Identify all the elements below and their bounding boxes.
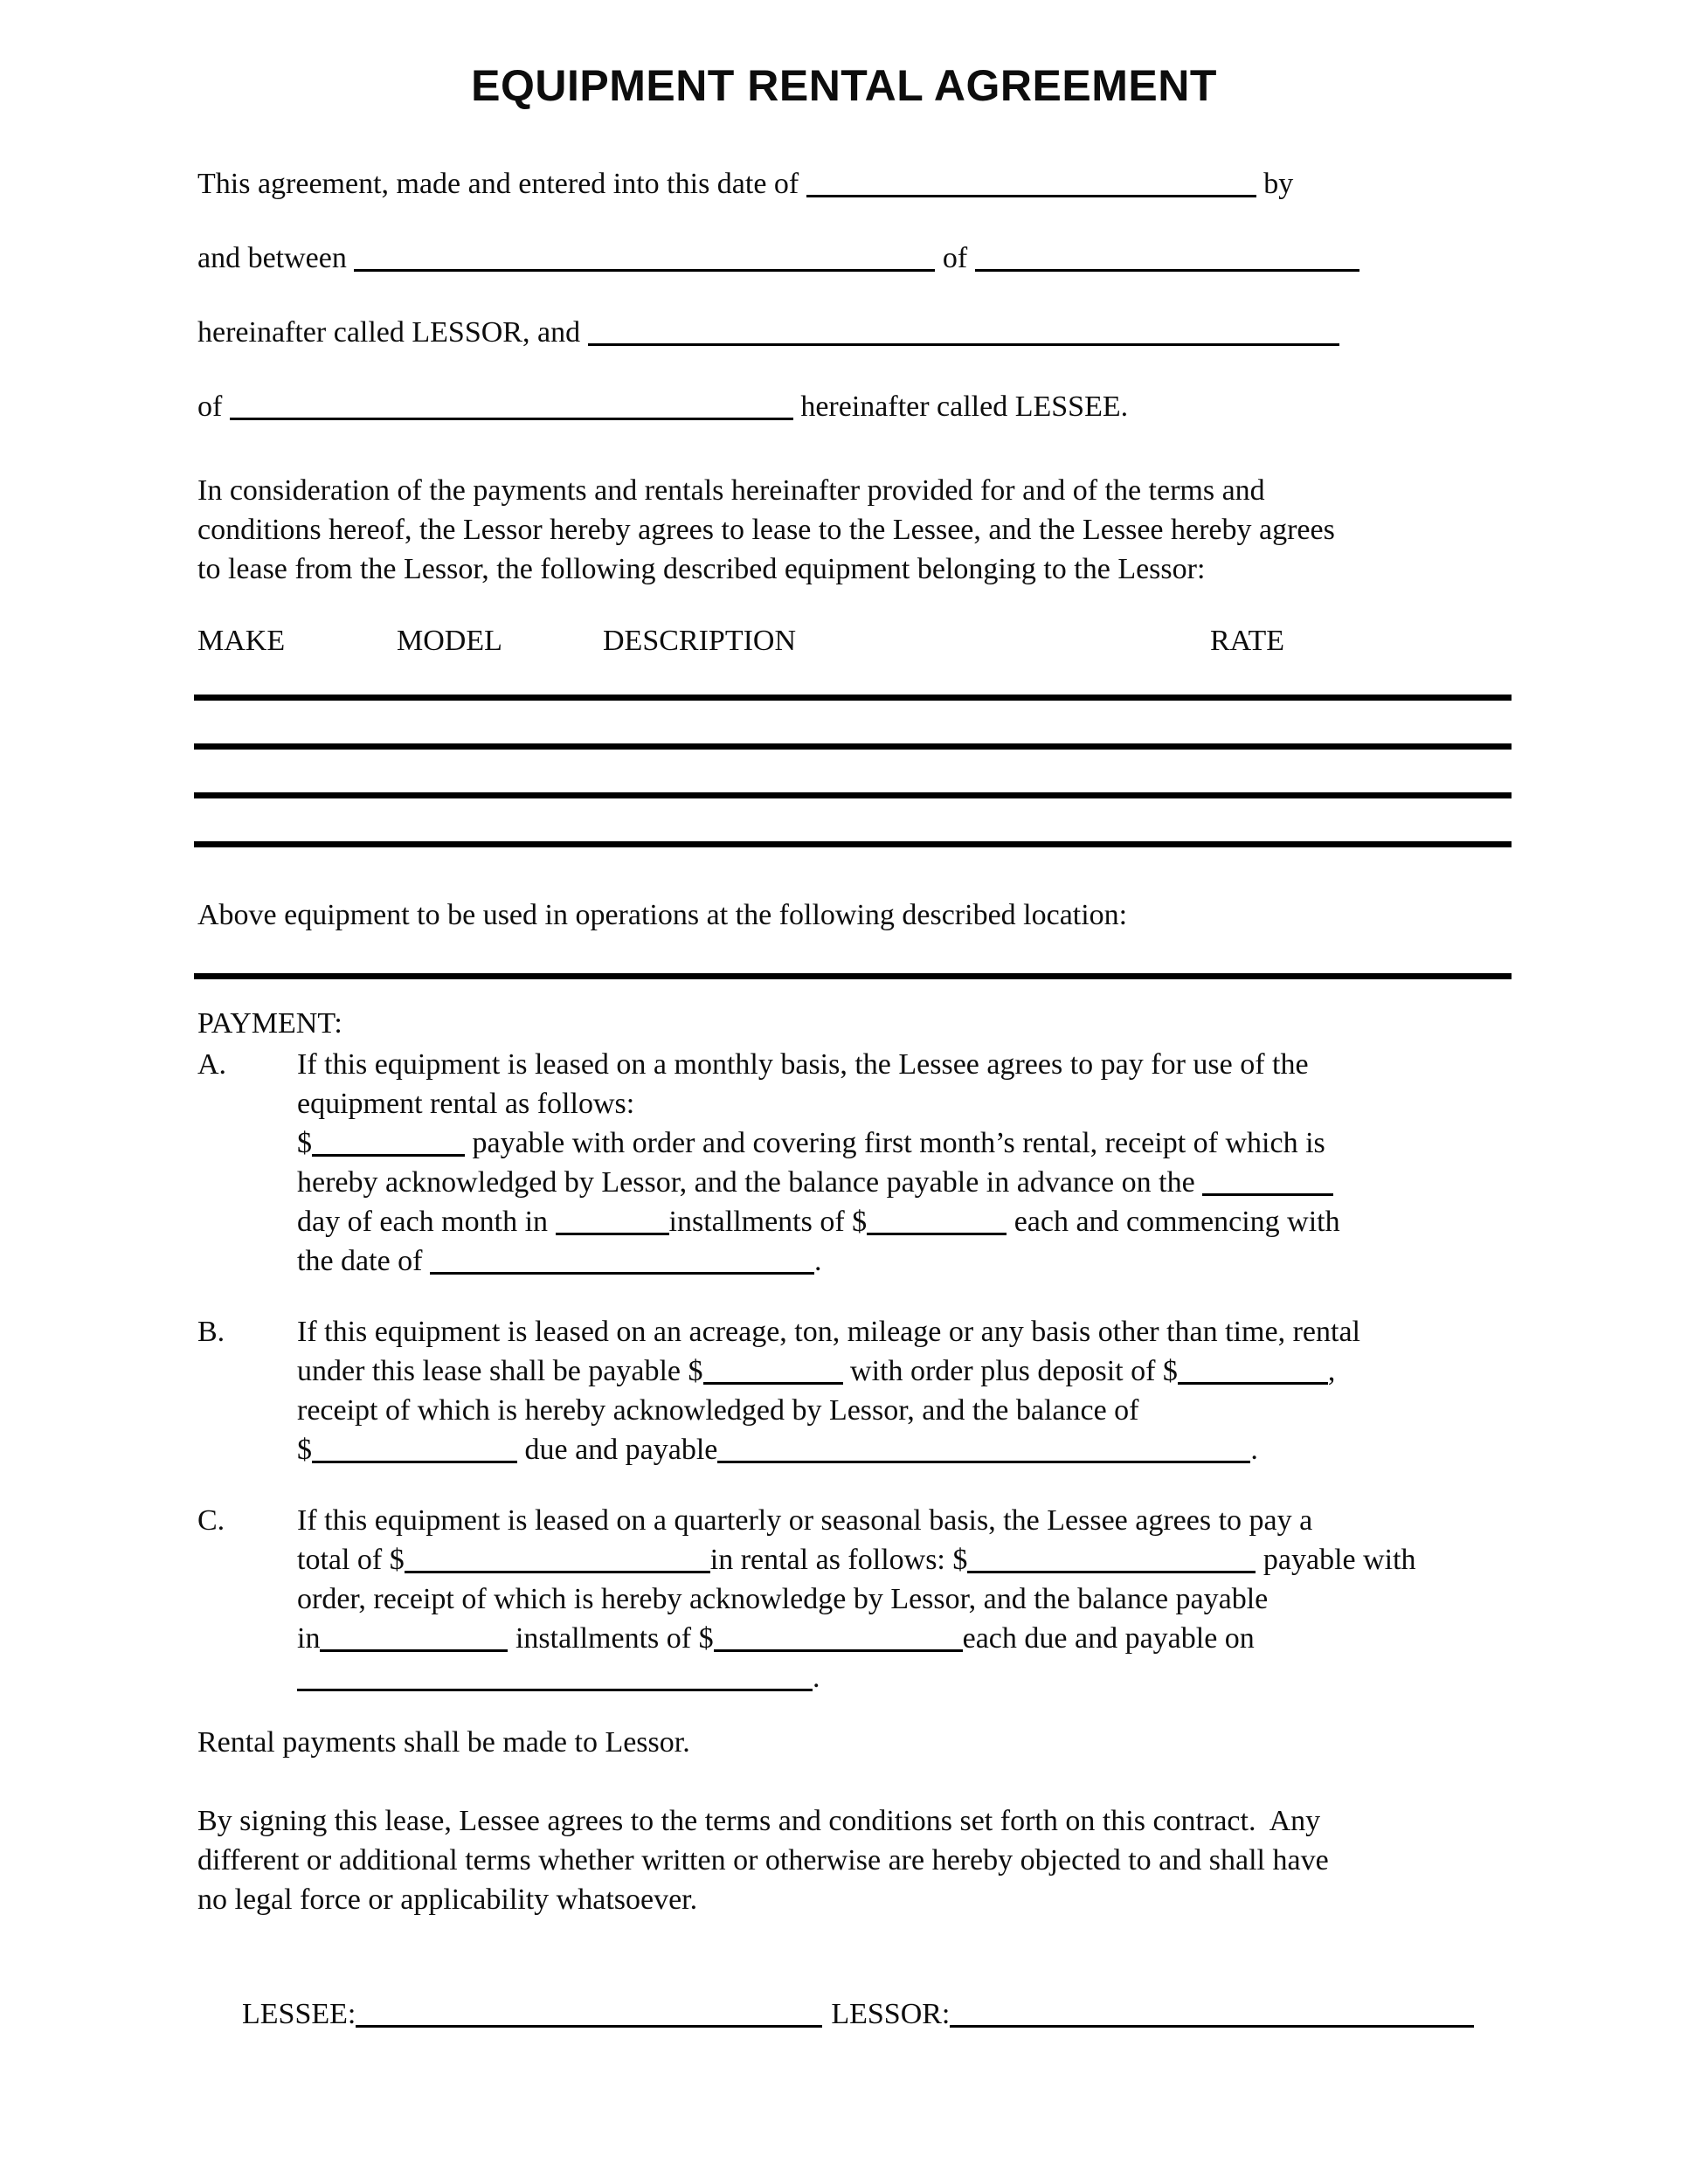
text-segment: under this lease shall be payable $	[297, 1355, 703, 1387]
fill-in-blank	[703, 1382, 843, 1385]
fill-in-blank	[1178, 1382, 1328, 1385]
form-line	[297, 1241, 1513, 1281]
payment-item-b	[197, 1312, 1513, 1469]
form-line	[297, 1123, 1513, 1163]
text-segment: of	[935, 242, 975, 274]
text-segment: payable with	[1256, 1544, 1416, 1576]
form-line	[297, 1619, 1513, 1658]
fill-in-blank	[405, 1571, 710, 1573]
fill-in-blank	[312, 1154, 465, 1157]
text-segment: total of $	[297, 1544, 405, 1576]
payment-item-c	[197, 1501, 1513, 1697]
text-segment: of	[197, 390, 230, 423]
form-line	[297, 1579, 1513, 1619]
text-segment: hereby acknowledged by Lessor, and the balance payable in advance on the	[297, 1166, 1203, 1199]
text-segment: ,	[1327, 1355, 1336, 1387]
text-segment: $	[297, 1127, 312, 1159]
payment-item-text	[297, 1312, 1513, 1469]
fill-in-blank	[806, 195, 1256, 197]
form-line	[297, 1312, 1513, 1351]
column-header-rate: RATE	[1210, 625, 1284, 657]
text-segment: day of each month in	[297, 1206, 556, 1238]
text-segment: to lease from the Lessor, the following described equipment belonging to the Lessor:	[197, 553, 1206, 585]
payment-item-label: C.	[197, 1504, 225, 1537]
form-line	[197, 1841, 1513, 1880]
form-line	[297, 1084, 1513, 1123]
text-segment: $	[297, 1434, 312, 1466]
form-line	[297, 1202, 1513, 1241]
fill-in-blank	[430, 1272, 814, 1275]
fill-in-blank	[230, 418, 793, 420]
signature-spacer	[822, 1994, 831, 2034]
form-line	[297, 1163, 1513, 1202]
text-segment: hereinafter called LESSEE.	[792, 390, 1129, 423]
payment-item-text	[297, 1501, 1513, 1697]
text-segment: .	[813, 1662, 820, 1694]
intro-section	[197, 164, 1513, 426]
fill-in-blank	[588, 343, 1339, 346]
equipment-table-header	[197, 621, 1513, 660]
fill-in-blank	[975, 269, 1359, 272]
fill-in-blank	[320, 1649, 508, 1652]
equipment-table-rules	[197, 695, 1513, 847]
fill-in-blank	[556, 1233, 669, 1235]
text-segment: hereinafter called LESSOR, and	[197, 316, 588, 349]
text-segment: and between	[197, 242, 355, 274]
text-segment: in rental as follows: $	[709, 1544, 968, 1576]
text-segment: receipt of which is hereby acknowledged by Lessor, and the balance of	[297, 1394, 1139, 1427]
text-segment: different or additional terms whether written or otherwise are hereby objected to and shall have	[197, 1844, 1329, 1876]
form-line	[297, 1351, 1513, 1391]
form-line	[297, 1391, 1513, 1430]
form-line	[197, 1880, 1513, 1919]
text-segment: .	[1250, 1434, 1258, 1466]
text-segment: This agreement, made and entered into this date of	[197, 168, 806, 200]
page-title: EQUIPMENT RENTAL AGREEMENT	[471, 61, 1217, 110]
form-line	[197, 510, 1513, 549]
location-label: Above equipment to be used in operations at the following described location:	[197, 899, 1128, 931]
text-segment: due and payable	[517, 1434, 718, 1466]
payment-heading: PAYMENT:	[197, 1007, 342, 1040]
lessor-signature-blank	[950, 2025, 1474, 2028]
form-line	[197, 238, 1513, 278]
text-segment: If this equipment is leased on a monthly basis, the Lessee agrees to pay for use of the	[297, 1048, 1309, 1081]
lessor-label: LESSOR:	[831, 1998, 951, 2030]
equipment-row-rule	[194, 743, 1512, 750]
fill-in-blank	[867, 1233, 1007, 1235]
form-line	[297, 1501, 1513, 1540]
consideration-paragraph	[197, 471, 1513, 589]
payment-item-label: B.	[197, 1316, 225, 1348]
text-segment: the date of	[297, 1245, 430, 1277]
text-segment: .	[814, 1245, 822, 1277]
form-line	[197, 313, 1513, 352]
form-line	[197, 549, 1513, 589]
fill-in-blank	[717, 1461, 1250, 1463]
fill-in-blank	[312, 1461, 517, 1463]
text-segment: If this equipment is leased on a quarterly or seasonal basis, the Lessee agrees to pay a	[297, 1504, 1313, 1537]
fill-in-blank	[297, 1689, 813, 1691]
document-content	[197, 164, 1513, 2073]
rental-note: Rental payments shall be made to Lessor.	[197, 1726, 690, 1759]
equipment-row-rule	[194, 792, 1512, 798]
text-segment: equipment rental as follows:	[297, 1088, 635, 1120]
form-line	[197, 164, 1513, 204]
text-segment: by	[1256, 168, 1294, 200]
text-segment: If this equipment is leased on an acreage, ton, mileage or any basis other than time, rental	[297, 1316, 1360, 1348]
fill-in-blank	[967, 1571, 1256, 1573]
equipment-row-rule	[194, 695, 1512, 701]
equipment-row-rule	[194, 841, 1512, 847]
text-segment: payable with order and covering first month’s rental, receipt of which is	[465, 1127, 1325, 1159]
column-header-model: MODEL	[397, 625, 502, 657]
form-line	[297, 1658, 1513, 1697]
text-segment: order, receipt of which is hereby acknowledge by Lessor, and the balance payable	[297, 1583, 1269, 1615]
text-segment: each due and payable on	[962, 1622, 1255, 1655]
form-line	[297, 1045, 1513, 1084]
signing-clause	[197, 1801, 1513, 1919]
form-line	[197, 471, 1513, 510]
text-segment: with order plus deposit of $	[842, 1355, 1178, 1387]
text-segment: In consideration of the payments and rentals hereinafter provided for and of the terms and	[197, 474, 1265, 507]
payment-item-text	[297, 1045, 1513, 1281]
column-header-make: MAKE	[197, 625, 286, 657]
lessee-signature-blank	[356, 2025, 822, 2028]
payment-item-label: A.	[197, 1048, 227, 1081]
text-segment: each and commencing with	[1007, 1206, 1340, 1238]
column-header-description: DESCRIPTION	[603, 625, 797, 657]
location-rule	[194, 973, 1512, 979]
payment-items	[197, 1045, 1513, 1697]
text-segment: conditions hereof, the Lessor hereby agrees to lease to the Lessee, and the Lessee hereby agrees	[197, 514, 1335, 546]
text-segment: installments of $	[668, 1206, 868, 1238]
payment-item-a	[197, 1045, 1513, 1281]
lessee-label: LESSEE:	[242, 1998, 356, 2030]
form-line	[197, 1801, 1513, 1841]
form-line	[197, 387, 1513, 426]
text-segment: By signing this lease, Lessee agrees to the terms and conditions set forth on this contract. Any	[197, 1805, 1321, 1837]
fill-in-blank	[1202, 1193, 1333, 1196]
form-line	[297, 1430, 1513, 1469]
text-segment: no legal force or applicability whatsoever.	[197, 1883, 698, 1916]
form-line	[297, 1540, 1513, 1579]
text-segment: in	[297, 1622, 321, 1655]
text-segment: installments of $	[508, 1622, 714, 1655]
signature-row	[197, 1955, 1513, 2073]
fill-in-blank	[714, 1649, 963, 1652]
fill-in-blank	[354, 269, 935, 272]
